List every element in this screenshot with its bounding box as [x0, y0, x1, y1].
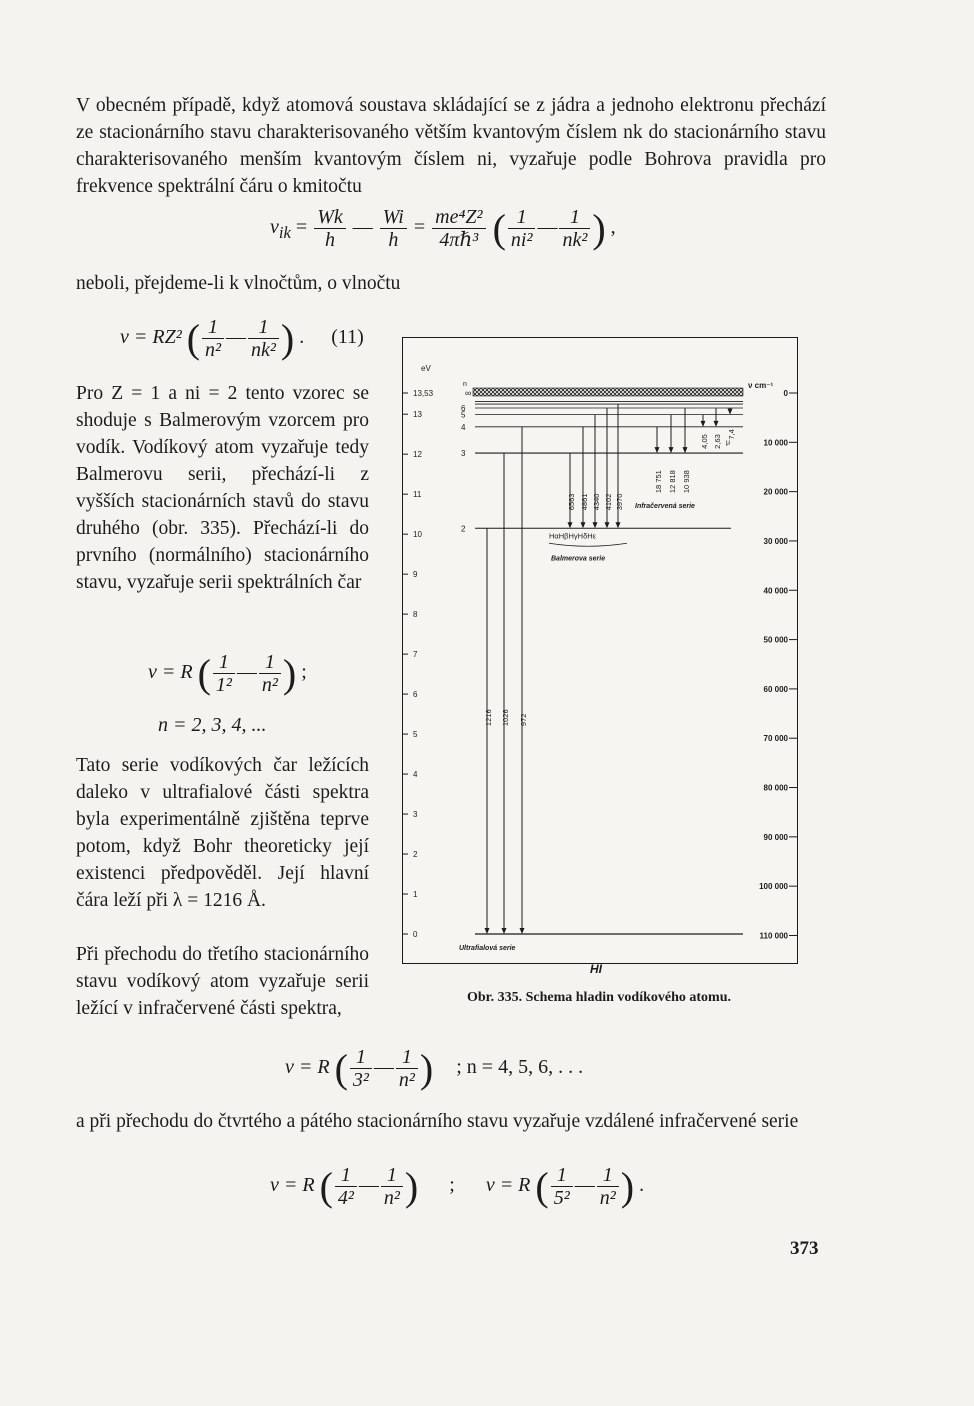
eq6-b-den: n²	[599, 1187, 616, 1209]
eq4-lhs: ν = R	[285, 1056, 330, 1079]
eq2-lhs: ν = RZ²	[120, 326, 182, 349]
equation-paschen: ν = R ( $\frac{1}{\text{3²}}$ — $\frac{1}{\text{n²}}$ ) ; n = 4, 5, 6, . . .	[285, 1046, 584, 1091]
eq5-lhs: ν = R	[270, 1174, 315, 1197]
eq2-b-den: nk²	[251, 339, 276, 361]
equation-lyman: ν = R ( $\frac{1}{\text{1²}}$ — $\frac{1}{\text{n²}}$ ) ;	[148, 651, 307, 696]
lyman-arrow-head	[485, 928, 490, 934]
wn-tick-label: 50 000	[763, 635, 788, 645]
paschen-line-label: 10 938	[682, 470, 691, 494]
paschen-arrow-head	[683, 447, 688, 453]
paschen-arrow-head	[669, 447, 674, 453]
page-number: 373	[790, 1238, 819, 1259]
lyman-arrow-head	[502, 928, 507, 934]
balmer-line-label: 4340	[592, 493, 601, 511]
equation-11: ν = RZ² ( $\frac{1}{\text{n²}}$ — $\frac{1}{\text{nk²}}$ ) . (11)	[120, 316, 364, 361]
eq3-a-den: 1²	[215, 674, 232, 696]
balmer-series-label: Balmerova serie	[551, 555, 606, 563]
eq1-f2-den: h	[388, 229, 399, 251]
pfund-mu-label: μ	[726, 439, 731, 447]
balmer-line-label: 4102	[604, 493, 613, 511]
eq5-a-num: 1	[335, 1164, 357, 1187]
wn-tick-label: 10 000	[763, 438, 788, 448]
wn-unit-label: ν cm⁻¹	[748, 381, 774, 390]
ev-tick-label: 8	[413, 610, 418, 620]
ev-tick-label: 10	[413, 530, 422, 540]
eq1-f1-den: h	[324, 229, 335, 251]
eq3-lhs: ν = R	[148, 661, 193, 684]
level-label: 5	[461, 410, 466, 420]
brackett-line-label: 4,05	[700, 434, 709, 449]
ev-tick-label: 4	[413, 770, 418, 780]
lyman-line-label: 972	[519, 713, 528, 727]
balmer-arrow-head	[605, 522, 610, 528]
eq1-b-num: 1	[559, 206, 590, 229]
paragraph-uv-series: Tato serie vodíkových čar ležících daleko v ultrafialové části spektra byla experimentálně zjištěna teprve potom, když Bohr theoreticky její existenci předpověděl. Její hlavní čára leží při λ = 1216 Å.	[76, 755, 369, 911]
wn-tick-label: 100 000	[759, 882, 788, 892]
eq1-a-num: 1	[508, 206, 536, 229]
balmer-line-label: 4861	[580, 493, 589, 511]
continuum-band	[473, 388, 743, 396]
eq4-b-den: n²	[398, 1069, 415, 1091]
paragraph-balmer: Pro Z = 1 a ni = 2 tento vzorec se shoduje s Balmerovým vzorcem pro vodík. Vodíkový atom vyzařuje tedy Balmerovu serii, přechází-li z vyšších stacionárních stavů do stavu druhého (obr. 335). Přechází-li do prvního (normálního) stacionárního stavu, vyzařuje serii spektrálních čar	[76, 383, 369, 593]
wn-tick-label: 110 000	[759, 931, 788, 941]
level-label-n: n	[463, 381, 467, 388]
eq2-tail: .	[299, 326, 305, 349]
paschen-arrow-head	[655, 447, 660, 453]
ev-tick-label: 2	[413, 850, 418, 860]
eq4-b-num: 1	[396, 1046, 418, 1069]
eq6-b-num: 1	[597, 1164, 619, 1187]
paragraph-wavenumber: neboli, přejdeme-li k vlnočtům, o vlnočtu	[76, 273, 401, 294]
energy-level-diagram	[402, 337, 798, 964]
level-label: 6	[461, 404, 466, 414]
paragraph-infrared: Při přechodu do třetího stacionárního stavu vodíkový atom vyzařuje serii ležící v infračervené části spektra,	[76, 944, 369, 1019]
paschen-line-label: 18 751	[654, 470, 663, 494]
wn-tick-label: 60 000	[763, 684, 788, 694]
equation-brackett-pfund: ν = R ( $\frac{1}{\text{4²}}$ — $\frac{1}{\text{n²}}$ ) ; ν = R ( $\frac{1}{\text{5²}}$ — $\frac{1}{\text{n²}}$ ) .	[270, 1164, 645, 1209]
ev-tick-label: 0	[413, 930, 418, 939]
eq6-lhs: ν = R	[485, 1174, 531, 1197]
eq5-b-den: n²	[383, 1187, 400, 1209]
balmer-line-label: 6563	[567, 493, 576, 511]
eq2-number: (11)	[331, 326, 364, 349]
ev-tick-label: 6	[413, 690, 418, 700]
ev-tick-label: 3	[413, 810, 418, 820]
level-label: 2	[461, 524, 466, 534]
pfund-line-label: 7,4	[727, 429, 736, 440]
paragraph-intro: V obecném případě, když atomová soustava skládající se z jádra a jednoho elektronu přechází ze stacionárního stavu charakterisovaného větším kvantovým číslem nk do stacionárního stavu charakterisovaného menším kvantovým číslem ni, vyzařuje podle Bohrova pravidla pro frekvence spektrální čáru o kmitočtu	[76, 95, 826, 197]
balmer-arrow-head	[616, 522, 621, 528]
ev-tick-label: 13,53	[413, 389, 434, 398]
figure-caption: Obr. 335. Schema hladin vodíkového atomu.	[467, 990, 731, 1005]
eq4-a-num: 1	[350, 1046, 372, 1069]
eq1-f2-num: Wi	[380, 206, 407, 229]
paragraph-far-infrared: a při přechodu do čtvrtého a pátého stacionárního stavu vyzařuje vzdálené infračervené serie	[76, 1111, 799, 1132]
eq2-a-den: n²	[205, 339, 222, 361]
ev-tick-label: 5	[413, 730, 418, 740]
eq1-b-den: nk²	[562, 229, 588, 251]
wn-tick-label: 20 000	[763, 487, 788, 497]
eq3-a-num: 1	[213, 651, 235, 674]
lyman-series-label: Ultrafialová serie	[459, 945, 516, 952]
wn-tick-label: 70 000	[763, 734, 788, 744]
level-label: 4	[461, 422, 466, 432]
eq5-b-num: 1	[381, 1164, 403, 1187]
eq3-b-num: 1	[259, 651, 281, 674]
eq6-a-num: 1	[551, 1164, 573, 1187]
level-label-infinity: ∞	[465, 388, 472, 398]
balmer-brace	[549, 543, 627, 546]
paschen-series-label: Infračervená serie	[635, 503, 695, 511]
eq2-b-num: 1	[248, 316, 279, 339]
eq1-f3-num: me⁴Z²	[432, 206, 485, 229]
eq3-b-den: n²	[261, 674, 278, 696]
equation-bohr-frequency: $\nu_{ik}$ = $\frac{Wk}{h}$ — $\frac{Wi}{h}$ = $\frac{\text{me⁴Z²}}{\text{4πℏ³}}$ ( $\frac{1}{\text{ni²}}$ — $\frac{1}{\text{nk²}}$ ) ,	[270, 206, 616, 251]
brackett-arrow-head	[701, 421, 706, 427]
balmer-arrow-head	[581, 522, 586, 528]
wn-tick-label: 80 000	[763, 783, 788, 793]
diagram-svg	[403, 338, 797, 963]
brackett-arrow-head	[714, 421, 719, 427]
eq1-lhs-sub: ik	[278, 223, 291, 243]
eq1-tail: ,	[610, 216, 616, 239]
lyman-arrow-head	[520, 928, 525, 934]
wn-tick-label: 40 000	[763, 586, 788, 596]
ev-tick-label: 7	[413, 650, 418, 660]
balmer-arrow-head	[593, 522, 598, 528]
balmer-arrow-head	[568, 522, 573, 528]
balmer-line-label: 3970	[615, 493, 624, 511]
ev-tick-label: 13	[413, 410, 422, 420]
wn-tick-label: 90 000	[763, 832, 788, 842]
paschen-line-label: 12 818	[668, 470, 677, 494]
ev-tick-label: 1	[413, 890, 418, 900]
ev-tick-label: 12	[413, 450, 422, 460]
eq1-f1-num: Wk	[314, 206, 346, 229]
ev-tick-label: 9	[413, 570, 418, 580]
eq1-a-den: ni²	[510, 229, 533, 251]
eq6-a-den: 5²	[553, 1187, 570, 1209]
n-values: n = 2, 3, 4, ...	[158, 714, 267, 736]
level-label: 3	[461, 449, 466, 459]
eq2-a-num: 1	[202, 316, 224, 339]
eq5-sep: ;	[449, 1174, 455, 1197]
ev-unit-label: eV	[421, 364, 431, 373]
wn-tick-label: 30 000	[763, 536, 788, 546]
pfund-arrow-head	[728, 409, 733, 415]
eq1-f3-den: 4πℏ³	[439, 229, 479, 251]
eq6-tail: .	[639, 1174, 645, 1197]
eq3-tail: ;	[301, 661, 307, 684]
ev-tick-label: 11	[413, 490, 422, 500]
balmer-letters: HαHβHγHδHε	[549, 531, 596, 541]
hydrogen-symbol: HI	[590, 962, 602, 976]
eq1-lhs: ν	[270, 216, 279, 239]
brackett-line-label: 2,63	[713, 434, 722, 449]
eq4-a-den: 3²	[352, 1069, 369, 1091]
wn-tick-label: 0	[783, 389, 788, 398]
eq4-tail: ; n = 4, 5, 6, . . .	[456, 1056, 584, 1079]
eq5-a-den: 4²	[337, 1187, 354, 1209]
lyman-line-label: 1026	[501, 709, 510, 727]
lyman-line-label: 1216	[484, 709, 493, 727]
